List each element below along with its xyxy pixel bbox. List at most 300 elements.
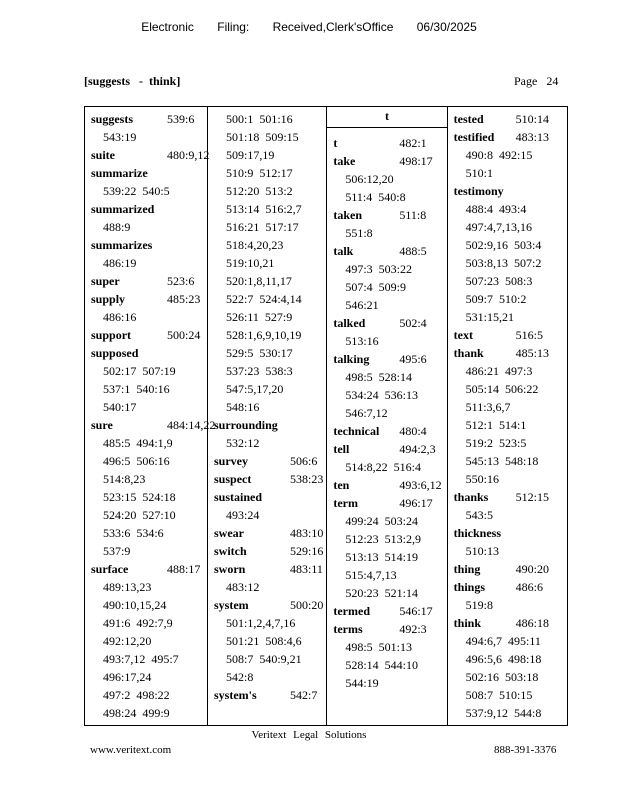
page-line-refs: 529:5 530:17 (226, 346, 293, 360)
index-entry-line (91, 650, 207, 668)
index-entry-line (214, 596, 326, 614)
page-line-refs: 523:6 (167, 274, 195, 288)
index-entry-line (333, 440, 446, 458)
page-line-refs: 511:8 (399, 208, 427, 222)
index-entry-line (214, 362, 326, 380)
page-line-refs: 546:17 (399, 604, 433, 618)
index-word: tell (333, 442, 350, 456)
page-line-refs: 486:21 497:3 (465, 364, 533, 378)
page-line-refs: 493:6,12 (399, 478, 442, 492)
page-line-refs: 543:5 (465, 508, 493, 522)
index-entry-line (454, 182, 567, 200)
page-line-refs: 485:23 (167, 292, 201, 306)
index-word: system's (214, 688, 257, 702)
index-entry-line (214, 686, 326, 704)
index-word: super (91, 274, 120, 288)
index-entry-line (91, 236, 207, 254)
page-line-refs: 524:20 527:10 (103, 508, 176, 522)
index-entry-line (454, 416, 567, 434)
index-entry-line (91, 488, 207, 506)
index-entry-line (454, 560, 567, 578)
page-line-refs: 519:8 (465, 598, 493, 612)
page-line-refs: 484:14,22 (167, 418, 216, 432)
letter-heading: t (327, 107, 446, 128)
page-line-refs: 551:8 (345, 226, 373, 240)
page-line-refs: 508:7 510:15 (465, 688, 533, 702)
page-line-refs: 500:24 (167, 328, 201, 342)
index-entry-line (454, 146, 567, 164)
index-entry-line (454, 488, 567, 506)
page-line-refs: 483:10 (290, 526, 324, 540)
page-line-refs: 497:4,7,13,16 (465, 220, 532, 234)
index-word: ten (333, 478, 350, 492)
index-entry-line (91, 632, 207, 650)
page-line-refs: 502:4 (399, 316, 427, 330)
index-entry-line (91, 146, 210, 164)
page-line-refs: 537:1 540:16 (103, 382, 170, 396)
page-line-refs: 526:11 527:9 (226, 310, 293, 324)
page-line-refs: 540:17 (103, 400, 137, 414)
page-line-refs: 512:15 (515, 490, 549, 504)
index-entry-line (214, 290, 326, 308)
page-line-refs: 519:10,21 (226, 256, 275, 270)
index-entry-line (214, 416, 326, 434)
footer-website: www.veritext.com (90, 744, 172, 756)
index-word: summarized (91, 202, 155, 216)
index-entry-line (454, 236, 567, 254)
index-entry-line (333, 656, 446, 674)
page-line-refs: 522:7 524:4,14 (226, 292, 302, 306)
page-line-refs: 492:3 (399, 622, 427, 636)
index-entry-line (454, 110, 567, 128)
page-line-refs: 488:5 (399, 244, 427, 258)
index-entry-line (214, 578, 326, 596)
index-entry-line (214, 272, 326, 290)
page-line-refs: 488:17 (167, 562, 201, 576)
index-entry-line (454, 218, 567, 236)
index-entry-line (214, 434, 326, 452)
footer-phone: 888-391-3376 (494, 744, 557, 756)
page-line-refs: 500:1 501:16 (226, 112, 293, 126)
index-column-2 (207, 107, 326, 725)
index-entry-line (214, 488, 326, 506)
page-line-refs: 485:13 (515, 346, 549, 360)
page-line-refs: 493:24 (226, 508, 260, 522)
page-line-refs: 516:21 517:17 (226, 220, 299, 234)
index-entry-line (214, 452, 326, 470)
index-entry-line (91, 218, 207, 236)
index-column-3-body (327, 134, 446, 692)
page-line-refs: 548:16 (226, 400, 260, 414)
index-entry-line (333, 332, 446, 350)
page-line-refs: 516:5 (515, 328, 543, 342)
page-line-refs: 483:11 (290, 562, 323, 576)
page-line-refs: 542:7 (290, 688, 318, 702)
index-word: summarize (91, 166, 148, 180)
page-label: Page (514, 74, 538, 88)
page-line-refs: 529:16 (290, 544, 324, 558)
page-line-refs: 486:6 (515, 580, 543, 594)
index-entry-line (214, 470, 326, 488)
footer-company: Veritext Legal Solutions (251, 729, 367, 741)
page-line-refs: 512:20 513:2 (226, 184, 293, 198)
page-line-refs: 498:5 528:14 (345, 370, 413, 384)
index-word: think (453, 616, 482, 630)
index-column-4 (447, 107, 567, 725)
index-entry-line (91, 434, 207, 452)
page-line-refs: 543:19 (103, 130, 137, 144)
index-word: taken (333, 208, 363, 222)
index-word: termed (333, 604, 370, 618)
index-entry-line (91, 398, 207, 416)
index-entry-line (214, 182, 326, 200)
index-entry-line (91, 470, 207, 488)
index-word: switch (214, 544, 247, 558)
page-line-refs: 490:8 492:15 (465, 148, 533, 162)
index-entry-line (91, 380, 207, 398)
index-entry-line (333, 170, 446, 188)
page-line-refs: 545:13 548:18 (465, 454, 539, 468)
index-word: technical (333, 424, 380, 438)
page-line-refs: 533:6 534:6 (103, 526, 164, 540)
page-line-refs: 514:8,22 516:4 (345, 460, 422, 474)
index-entry-line (91, 272, 207, 290)
index-entry-line (333, 530, 446, 548)
page-line-refs: 519:2 523:5 (465, 436, 527, 450)
index-word: testified (453, 130, 495, 144)
index-entry-line (91, 542, 207, 560)
page-line-refs: 520:1,8,11,17 (226, 274, 292, 288)
page-line-refs: 489:13,23 (103, 580, 152, 594)
index-entry-line (333, 350, 446, 368)
index-entry-line (333, 458, 446, 476)
page-line-refs: 513:13 514:19 (345, 550, 419, 564)
index-entry-line (214, 380, 326, 398)
index-entry-line (333, 224, 446, 242)
index-entry-line (454, 164, 567, 182)
index-entry-line (333, 404, 446, 422)
index-entry-line (454, 668, 567, 686)
index-entry-line (214, 218, 326, 236)
index-word: thickness (453, 526, 501, 540)
index-entry-line (333, 494, 446, 512)
page-line-refs: 496:17,24 (103, 670, 152, 684)
index-entry-line (91, 668, 207, 686)
index-entry-line (214, 146, 326, 164)
index-entry-line (333, 638, 446, 656)
index-entry-line (214, 560, 326, 578)
index-word: sure (91, 418, 113, 432)
index-entry-line (214, 398, 326, 416)
index-word: sustained (214, 490, 263, 504)
index-entry-line (454, 650, 567, 668)
page-line-refs: 511:4 540:8 (345, 190, 406, 204)
index-entry-line (454, 290, 567, 308)
index-entry-line (91, 596, 207, 614)
index-entry-line (214, 326, 326, 344)
index-entry-line (333, 422, 446, 440)
page-line-refs: 534:24 536:13 (345, 388, 419, 402)
index-entry-line (333, 296, 446, 314)
index-entry-line (91, 326, 207, 344)
index-entry-line (333, 152, 446, 170)
page-line-refs: 488:4 493:4 (465, 202, 527, 216)
page-line-refs: 497:3 503:22 (345, 262, 413, 276)
index-entry-line (91, 128, 207, 146)
page-line-refs: 528:1,6,9,10,19 (226, 328, 302, 342)
page-line-refs: 498:5 501:13 (345, 640, 413, 654)
index-entry-line (454, 200, 567, 218)
page-line-refs: 503:8,13 507:2 (465, 256, 542, 270)
page-line-refs: 513:14 516:2,7 (226, 202, 302, 216)
index-entry-line (333, 674, 446, 692)
page-line-refs: 499:24 503:24 (345, 514, 419, 528)
index-entry-line (454, 344, 567, 362)
index-word: sworn (214, 562, 246, 576)
index-word: terms (333, 622, 363, 636)
page-line-refs: 542:8 (226, 670, 254, 684)
page-line-refs: 512:1 514:1 (465, 418, 527, 432)
index-entry-line (333, 548, 446, 566)
index-entry-line (91, 416, 216, 434)
index-word: system (214, 598, 249, 612)
index-entry-line (91, 452, 207, 470)
index-entry-line (454, 704, 567, 722)
page-line-refs: 490:20 (515, 562, 549, 576)
index-entry-line (91, 110, 207, 128)
index-entry-line (333, 242, 446, 260)
page-line-refs: 483:12 (226, 580, 260, 594)
index-entry-line (91, 290, 207, 308)
page-line-refs: 496:5 506:16 (103, 454, 170, 468)
index-word: tested (453, 112, 484, 126)
page-line-refs: 501:1,2,4,7,16 (226, 616, 296, 630)
page-line-refs: 528:14 544:10 (345, 658, 419, 672)
page-line-refs: 483:13 (515, 130, 549, 144)
word-index-table (84, 106, 568, 726)
index-entry-line (454, 614, 567, 632)
page-line-refs: 531:15,21 (465, 310, 514, 324)
index-entry-line (454, 326, 567, 344)
page-line-refs: 539:22 540:5 (103, 184, 170, 198)
page-line-refs: 495:6 (399, 352, 427, 366)
page-line-refs: 510:13 (465, 544, 499, 558)
index-entry-line (454, 362, 567, 380)
index-entry-line (333, 584, 446, 602)
filing-header (0, 20, 618, 34)
index-entry-line (214, 164, 326, 182)
index-entry-line (91, 362, 207, 380)
page-line-refs: 491:6 492:7,9 (103, 616, 173, 630)
index-entry-line (214, 254, 326, 272)
index-word: testimony (453, 184, 504, 198)
page-line-refs: 500:20 (290, 598, 324, 612)
page-line-refs: 547:5,17,20 (226, 382, 284, 396)
page-line-refs: 506:12,20 (345, 172, 394, 186)
index-entry-line (91, 254, 207, 272)
index-entry-line (214, 344, 326, 362)
index-word: things (453, 580, 486, 594)
header-received: Received,Clerk'sOffice (272, 20, 394, 34)
index-entry-line (454, 272, 567, 290)
index-word: supposed (91, 346, 139, 360)
index-word: talking (333, 352, 370, 366)
index-entry-line (333, 386, 446, 404)
page-line-refs: 505:14 506:22 (465, 382, 539, 396)
index-entry-line (454, 470, 567, 488)
index-entry-line (454, 434, 567, 452)
index-entry-line (333, 602, 446, 620)
index-word: thank (453, 346, 484, 360)
page-line-refs: 546:21 (345, 298, 379, 312)
page-line-refs: 532:12 (226, 436, 260, 450)
index-column-3 (326, 107, 446, 725)
page-line-refs: 544:19 (345, 676, 379, 690)
page-line-refs: 506:6 (290, 454, 318, 468)
index-entry-line (333, 134, 446, 152)
index-word: supply (91, 292, 126, 306)
index-word: talked (333, 316, 366, 330)
page-line-refs: 501:18 509:15 (226, 130, 299, 144)
index-word: surrounding (214, 418, 278, 432)
index-word: support (91, 328, 132, 342)
index-entry-line (91, 560, 207, 578)
page-line-refs: 496:17 (399, 496, 433, 510)
page-line-refs: 498:24 499:9 (103, 706, 170, 720)
index-word: swear (214, 526, 244, 540)
page-line-refs: 510:1 (465, 166, 493, 180)
index-word: thanks (453, 490, 489, 504)
page-line-refs: 497:2 498:22 (103, 688, 170, 702)
index-entry-line (333, 368, 446, 386)
index-entry-line (214, 632, 326, 650)
page-line-refs: 509:7 510:2 (465, 292, 527, 306)
index-entry-line (333, 476, 446, 494)
index-entry-line (454, 128, 567, 146)
page-line-refs: 537:9 (103, 544, 131, 558)
index-range: [suggests - think] (84, 74, 181, 88)
page-line-refs: 498:17 (399, 154, 433, 168)
page-line-refs: 510:14 (515, 112, 549, 126)
index-entry-line (333, 278, 446, 296)
index-word: talk (333, 244, 354, 258)
index-word: suggests (91, 112, 134, 126)
page-line-refs: 520:23 521:14 (345, 586, 419, 600)
index-entry-line (333, 566, 446, 584)
page-line-refs: 508:7 540:9,21 (226, 652, 302, 666)
index-entry-line (91, 200, 207, 218)
page-line-refs: 539:6 (167, 112, 195, 126)
index-entry-line (454, 524, 567, 542)
page-line-refs: 486:16 (103, 310, 137, 324)
page-line-refs: 490:10,15,24 (103, 598, 167, 612)
index-entry-line (214, 524, 326, 542)
page-line-refs: 501:21 508:4,6 (226, 634, 302, 648)
page-line-refs: 502:17 507:19 (103, 364, 176, 378)
index-entry-line (454, 452, 567, 470)
index-entry-line (333, 314, 446, 332)
index-word: take (333, 154, 356, 168)
index-entry-line (214, 308, 326, 326)
page-line-refs: 496:5,6 498:18 (465, 652, 542, 666)
page-line-refs: 485:5 494:1,9 (103, 436, 173, 450)
index-entry-line (454, 578, 567, 596)
index-entry-line (454, 506, 567, 524)
page-line-refs: 537:9,12 544:8 (465, 706, 542, 720)
index-entry-line (333, 620, 446, 638)
page-line-refs: 494:2,3 (399, 442, 436, 456)
page-line-refs: 482:1 (399, 136, 427, 150)
page-line-refs: 507:23 508:3 (465, 274, 533, 288)
index-column-1 (85, 107, 216, 725)
page-line-refs: 502:16 503:18 (465, 670, 539, 684)
index-word: suite (91, 148, 115, 162)
index-entry-line (91, 164, 207, 182)
index-entry-line (454, 254, 567, 272)
index-entry-line (214, 236, 326, 254)
page-line-refs: 486:19 (103, 256, 137, 270)
page-line-refs: 480:9,12 (167, 148, 210, 162)
index-word: summarizes (91, 238, 153, 252)
index-entry-line (91, 704, 207, 722)
page-line-refs: 538:23 (290, 472, 324, 486)
page-line-refs: 509:17,19 (226, 148, 275, 162)
index-entry-line (91, 506, 207, 524)
index-entry-line (214, 110, 326, 128)
page-number (514, 74, 558, 89)
index-entry-line (454, 596, 567, 614)
header-filing: Filing: (217, 20, 250, 34)
index-entry-line (91, 182, 207, 200)
index-entry-line (91, 578, 207, 596)
page-line-refs: 515:4,7,13 (345, 568, 397, 582)
index-entry-line (214, 668, 326, 686)
index-entry-line (214, 650, 326, 668)
index-entry-line (454, 398, 567, 416)
index-entry-line (454, 542, 567, 560)
index-entry-line (91, 686, 207, 704)
index-word: suspect (214, 472, 252, 486)
page-line-refs: 512:23 513:2,9 (345, 532, 422, 546)
index-word: surface (91, 562, 129, 576)
index-entry-line (91, 614, 207, 632)
page-line-refs: 546:7,12 (345, 406, 388, 420)
page-line-refs: 510:9 512:17 (226, 166, 293, 180)
index-entry-line (454, 632, 567, 650)
page-line-refs: 518:4,20,23 (226, 238, 284, 252)
page-line-refs: 523:15 524:18 (103, 490, 176, 504)
page-line-refs: 514:8,23 (103, 472, 146, 486)
page-number-value: 24 (546, 74, 559, 88)
index-entry-line (214, 506, 326, 524)
index-word: t (333, 136, 338, 150)
index-entry-line (91, 524, 207, 542)
page-line-refs: 513:16 (345, 334, 379, 348)
index-word: term (333, 496, 358, 510)
page-line-refs: 502:9,16 503:4 (465, 238, 542, 252)
page-line-refs: 507:4 509:9 (345, 280, 407, 294)
index-entry-line (454, 380, 567, 398)
page-line-refs: 494:6,7 495:11 (465, 634, 541, 648)
index-entry-line (91, 308, 207, 326)
page-line-refs: 480:4 (399, 424, 427, 438)
index-entry-line (333, 512, 446, 530)
index-entry-line (214, 200, 326, 218)
page-line-refs: 550:16 (465, 472, 499, 486)
index-entry-line (454, 308, 567, 326)
page-line-refs: 486:18 (515, 616, 549, 630)
index-word: text (453, 328, 473, 342)
